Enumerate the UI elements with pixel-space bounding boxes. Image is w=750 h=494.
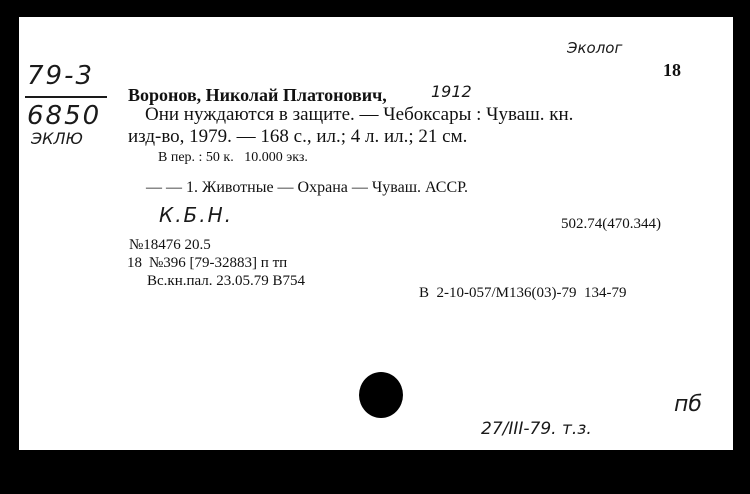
initials-note: пб bbox=[674, 392, 702, 417]
top-right-note: Эколог bbox=[567, 39, 623, 57]
order-prefix: 18 bbox=[127, 255, 142, 271]
publisher-code: В 2-10-057/М136(03)-79 134-79 bbox=[419, 285, 627, 301]
shelfmark-note: ЭКЛЮ bbox=[31, 129, 83, 148]
book-chamber-line: Вс.кн.пал. 23.05.79 В754 bbox=[147, 273, 306, 289]
cataloger-note: К.Б.Н. bbox=[159, 203, 234, 227]
binding-price-line: В пер. : 50 к. 10.000 экз. bbox=[158, 150, 308, 165]
catalog-card bbox=[19, 17, 733, 450]
order-line: №396 [79-32883] п тп bbox=[149, 255, 288, 271]
subject-heading-line: — — 1. Животные — Охрана — Чуваш. АССР. bbox=[146, 179, 469, 196]
birth-year: 1912 bbox=[431, 82, 472, 101]
classification-number: 502.74(470.344) bbox=[561, 216, 661, 232]
shelfmark-rule bbox=[25, 96, 107, 98]
bottom-date-note: 27/III-79. т.з. bbox=[481, 419, 592, 439]
accession-line: №18476 20.5 bbox=[129, 237, 211, 253]
imprint-line: изд-во, 1979. — 168 с., ил.; 4 л. ил.; 21 см. bbox=[128, 126, 468, 147]
card-number: 18 bbox=[663, 60, 681, 80]
shelfmark-top: 79-3 bbox=[27, 61, 95, 91]
punch-hole bbox=[359, 372, 403, 418]
shelfmark-bottom: 6850 bbox=[27, 101, 102, 131]
title-line: Они нуждаются в защите. — Чебоксары : Чуваш. кн. bbox=[145, 104, 574, 125]
author-heading: Воронов, Николай Платонович, bbox=[128, 85, 387, 105]
